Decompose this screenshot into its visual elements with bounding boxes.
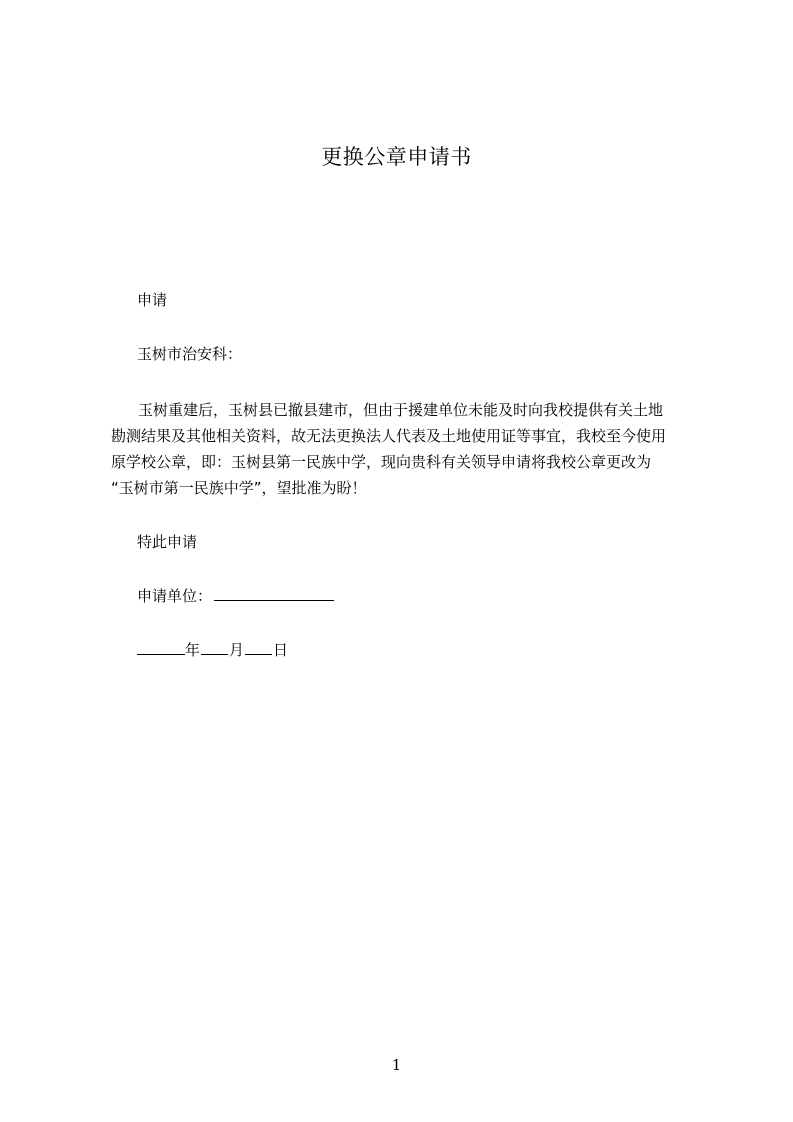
year-blank — [137, 638, 185, 655]
day-label: 日 — [273, 641, 289, 659]
year-label: 年 — [185, 641, 201, 659]
body-line: “玉树市第一民族中学”，望批准为盼！ — [111, 479, 367, 497]
date-line — [137, 638, 288, 661]
body-line: 玉树重建后，玉树县已撤县建市，但由于援建单位未能及时向我校提供有关土地 — [138, 401, 664, 419]
day-blank — [245, 638, 272, 655]
document-title: 更换公章申请书 — [321, 145, 472, 169]
body-line: 勘测结果及其他相关资料，故无法更换法人代表及土地使用证等事宜，我校至今使用 — [111, 427, 667, 445]
addressee: 玉树市治安科： — [137, 345, 243, 363]
body-paragraph — [111, 397, 701, 501]
body-line: 原学校公章，即：玉树县第一民族中学，现向贵科有关领导申请将我校公章更改为 — [111, 453, 652, 471]
closing-remark: 特此申请 — [137, 533, 198, 551]
applicant-blank — [214, 584, 334, 601]
salutation: 申请 — [137, 291, 168, 309]
page-number: 1 — [391, 1056, 402, 1074]
month-label: 月 — [229, 641, 245, 659]
applicant-line — [137, 584, 334, 607]
applicant-label: 申请单位： — [137, 587, 213, 605]
month-blank — [201, 638, 228, 655]
